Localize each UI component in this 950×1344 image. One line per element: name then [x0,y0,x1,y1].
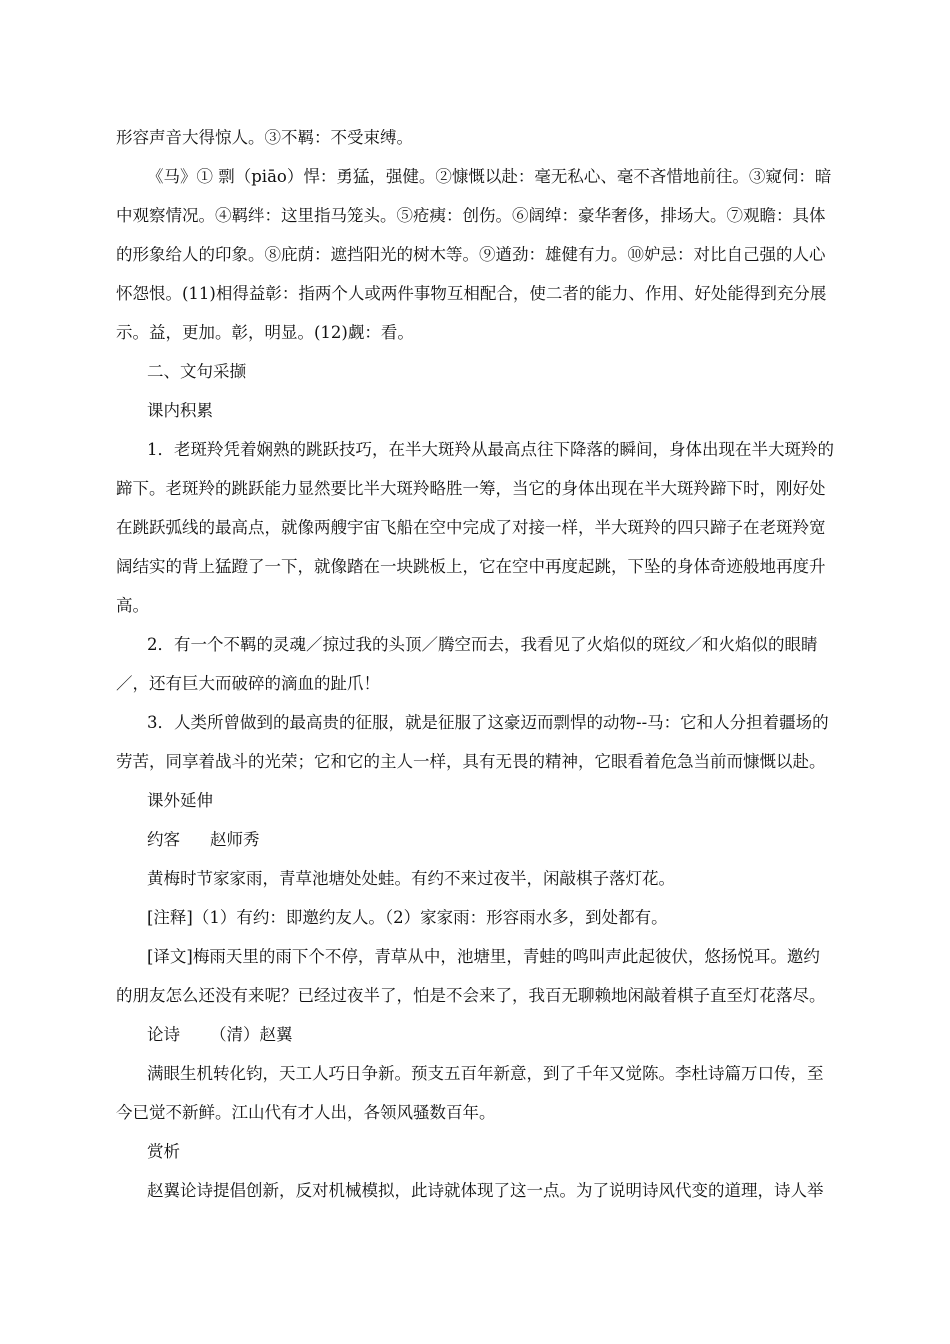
paragraph-continuation: 形容声音大得惊人。③不羁：不受束缚。 [116,128,413,147]
poem-2-author: （清）赵翼 [210,1025,293,1044]
poem-1-notes: [注释]（1）有约：即邀约友人。（2）家家雨：形容雨水多，到处都有。 [147,908,668,927]
excerpt-item-2: 2．有一个不羁的灵魂／掠过我的头顶／腾空而去，我看见了火焰似的斑纹／和火焰似的眼睛／，还有巨大而破碎的滴血的趾爪！ [116,635,818,693]
poem-2-heading [147,1015,836,1054]
document-body [116,118,836,1210]
poem-1-author: 赵师秀 [210,830,260,849]
subheading-out-class: 课外延伸 [147,791,213,810]
poem-1-title: 约客 [147,830,180,849]
excerpt-item-1: 1．老斑羚凭着娴熟的跳跃技巧，在半大斑羚从最高点往下降落的瞬间，身体出现在半大斑羚的蹄下。老斑羚的跳跃能力显然要比半大斑羚略胜一筹，当它的身体出现在半大斑羚蹄下时，刚好处在跳跃弧线的最高点，就像两艘宇宙飞船在空中完成了对接一样，半大斑羚的四只蹄子在老斑羚宽阔结实的背上猛蹬了一下，就像踏在一块跳板上，它在空中再度起跳，下坠的身体奇迹般地再度升高。 [116,440,834,615]
poem-2-title: 论诗 [147,1025,180,1044]
poem-1-heading [147,820,836,859]
appreciation-paragraph: 赵翼论诗提倡创新，反对机械模拟，此诗就体现了这一点。为了说明诗风代变的道理，诗人举 [147,1181,824,1200]
poem-2-text: 满眼生机转化钧，天工人巧日争新。预支五百年新意，到了千年又觉陈。李杜诗篇万口传，至今已觉不新鲜。江山代有才人出，各领风骚数百年。 [116,1064,824,1122]
subheading-appreciation: 赏析 [147,1142,180,1161]
poem-1-translation: [译文]梅雨天里的雨下个不停，青草从中，池塘里，青蛙的鸣叫声此起彼伏，悠扬悦耳。邀约的朋友怎么还没有来呢？已经过夜半了，怕是不会来了，我百无聊赖地闲敲着棋子直至灯花落尽。 [116,947,826,1005]
section-heading-excerpts: 二、文句采撷 [147,362,246,381]
subheading-in-class: 课内积累 [147,401,213,420]
poem-1-text: 黄梅时节家家雨，青草池塘处处蛙。有约不来过夜半，闲敲棋子落灯花。 [147,869,675,888]
paragraph-horse-glossary: 《马》① 剽（piāo）悍：勇猛，强健。②慷慨以赴：毫无私心、毫不吝惜地前往。③窥伺：暗中观察情况。④羁绊：这里指马笼头。⑤疮痍：创伤。⑥阔绰：豪华奢侈，排场大。⑦观瞻：具体的形象给人的印象。⑧庇荫：遮挡阳光的树木等。⑨遒劲：雄健有力。⑩妒忌：对比自己强的人心怀怨恨。(11)相得益彰：指两个人或两件事物互相配合，使二者的能力、作用、好处能得到充分展示。益，更加。彰，明显。(12)觑：看。 [116,167,832,342]
excerpt-item-3: 3．人类所曾做到的最高贵的征服，就是征服了这豪迈而剽悍的动物--马：它和人分担着疆场的劳苦，同享着战斗的光荣；它和它的主人一样，具有无畏的精神，它眼看着危急当前而慷慨以赴。 [116,713,829,771]
